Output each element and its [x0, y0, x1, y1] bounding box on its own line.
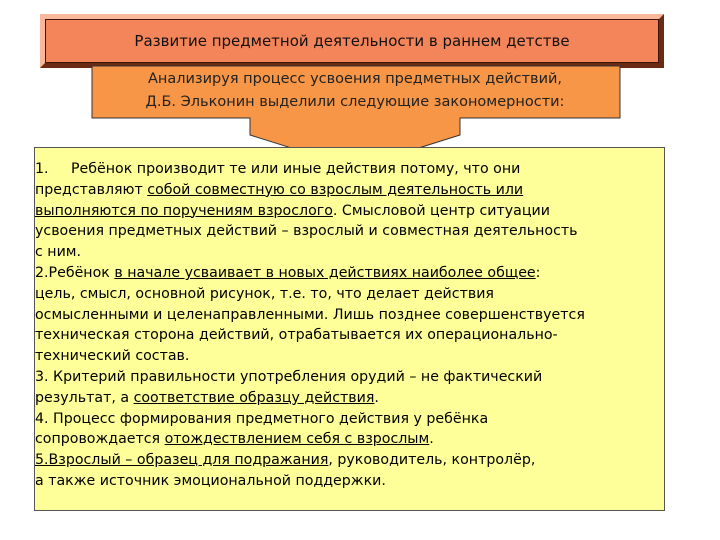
underlined-text: в начале усваивает в новых действиях наиболее общее [114, 264, 536, 281]
callout-line-1: Анализируя процесс усвоения предметных действий, [147, 71, 563, 87]
underlined-text: 5.Взрослый – образец для подражания [35, 452, 329, 469]
underlined-text: выполняются по поручениям взрослого [35, 202, 333, 219]
callout-text [96, 66, 614, 116]
content-line: с ним. [35, 244, 82, 261]
text: : [535, 264, 541, 281]
list-number: 1. [35, 161, 49, 177]
content-line: усвоения предметных действий – взрослый и совместная деятельность [35, 223, 578, 240]
content-line [35, 159, 664, 180]
text: . [374, 389, 379, 406]
content-line: а также источник эмоциональной поддержки. [35, 472, 386, 489]
content-line: осмысленными и целенаправленными. Лишь позднее совершенствуется [35, 306, 585, 323]
content-line [35, 388, 664, 409]
text: представляют [35, 181, 148, 198]
content-box [34, 147, 665, 511]
content-line: 3. Критерий правильности употребления орудий – не фактический [35, 368, 543, 385]
content-line [35, 429, 664, 450]
underlined-text: собой совместную со взрослым деятельность или [147, 181, 524, 198]
text: результат, а [35, 389, 134, 406]
content-line [35, 450, 664, 471]
text: , руководитель, контролёр, [328, 452, 536, 469]
content-line [35, 180, 664, 201]
text: . [429, 431, 434, 448]
underlined-text: отождествлением себя с взрослым [164, 431, 430, 448]
page-title: Развитие предметной деятельности в раннем детстве [45, 19, 659, 63]
content-line [35, 263, 664, 284]
content-line: цель, смысл, основной рисунок, т.е. то, что делает действия [35, 285, 494, 302]
text: Ребёнок производит те или иные действия потому, что они [71, 161, 521, 177]
content-line [35, 201, 664, 222]
text: 2.Ребёнок [35, 264, 115, 281]
underlined-text: соответствие образцу действия [133, 389, 375, 406]
text: . Смысловой центр ситуации [332, 202, 550, 219]
callout-line-2: Д.Б. Эльконин выделили следующие закономерности: [145, 94, 565, 110]
content-line: технический состав. [35, 348, 190, 365]
text: сопровождается [35, 431, 165, 448]
content-line: 4. Процесс формирования предметного действия у ребёнка [35, 410, 489, 427]
content-line: техническая сторона действий, отрабатывается их операционально- [35, 327, 558, 344]
